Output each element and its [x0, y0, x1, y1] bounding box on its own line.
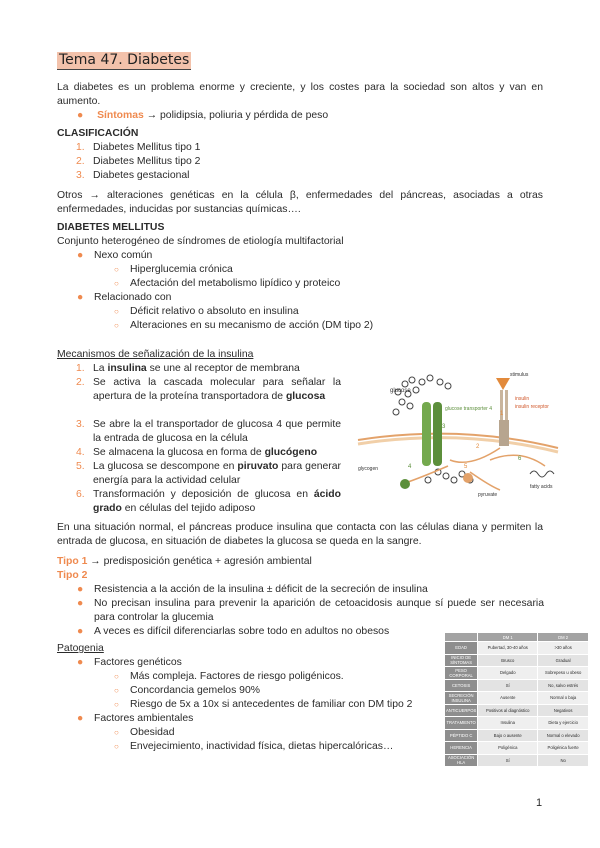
- mecanismo-step-3: Se abre la el transportador de glucosa 4 que permite la entrada de glucosa en la célula: [93, 419, 341, 444]
- list-text: Diabetes Mellitus tipo 1: [93, 142, 201, 153]
- environment-sub-item: [114, 740, 394, 754]
- glycogen-label: glycogen: [358, 466, 379, 472]
- environment-item: [77, 712, 194, 726]
- bullet-icon: ●: [77, 292, 84, 303]
- symptoms-item: [77, 109, 328, 123]
- nexo-item: [77, 249, 153, 263]
- receptor-icon: [499, 420, 509, 446]
- pyruvate-icon: [463, 473, 473, 483]
- table-cell: Delgado: [478, 667, 538, 680]
- list-text: Resistencia a la acción de la insulina ± déficit de la secreción de insulina: [94, 584, 428, 595]
- list-text: Concordancia gemelos 90%: [130, 685, 260, 696]
- step-text: en células del tejido adiposo: [121, 502, 256, 514]
- list-text: Obesidad: [130, 727, 175, 738]
- circle-bullet-icon: ○: [114, 686, 119, 695]
- stimulus-label: stimulus: [510, 372, 529, 378]
- list-text: A veces es difícil diferenciarlas sobre todo en adultos no obesos: [94, 626, 390, 637]
- list-number: 4.: [76, 447, 85, 458]
- list-number: 6.: [76, 489, 85, 500]
- cell-membrane-inner: [358, 438, 558, 452]
- bullet-icon: ●: [77, 110, 84, 121]
- bullet-icon: ●: [77, 584, 84, 595]
- step-number-label: 3: [442, 424, 446, 430]
- step-text: Transformación y deposición de glucosa en: [93, 489, 314, 500]
- table-cell: Sí: [478, 754, 538, 767]
- bullet-icon: ●: [77, 250, 84, 261]
- list-text: No precisan insulina para prevenir la aparición de cetoacidosis aunque sí puede ser necesaria para controlar la glucemia: [94, 598, 544, 623]
- list-text: Afectación del metabolismo lipídico y proteico: [130, 278, 341, 289]
- list-text: Hiperglucemia crónica: [130, 264, 233, 275]
- comparison-table: [444, 632, 589, 767]
- list-number: 3.: [76, 419, 85, 430]
- circle-bullet-icon: ○: [114, 700, 119, 709]
- table-row-label: CETOSIS: [445, 679, 478, 692]
- bullet-icon: ●: [77, 713, 84, 724]
- step-text: Se activa la cascada molecular para señalar la apertura de la proteína transportadora de: [93, 377, 341, 402]
- table-row-label: ANTICUERPOS: [445, 704, 478, 717]
- glucose-label: glucose: [390, 388, 411, 394]
- transporter-icon: [433, 402, 442, 466]
- table-cell: Sí: [478, 679, 538, 692]
- list-number: 2.: [76, 156, 85, 167]
- mecanismo-step-1: [93, 362, 341, 376]
- table-cell: Positivos al diagnóstico: [478, 704, 538, 717]
- mecanismo-step-2: [93, 376, 341, 403]
- table-cell: Insulina: [478, 717, 538, 730]
- genetic-sub-item: [114, 670, 344, 684]
- receptor-label: insulin receptor: [515, 404, 549, 410]
- table-row: [445, 704, 589, 717]
- list-number: 2.: [76, 377, 85, 388]
- table-cell: >30 años: [538, 642, 589, 655]
- table-cell: Sobrepeso u obeso: [538, 667, 589, 680]
- step-text: Se almacena la glucosa en forma de: [93, 447, 265, 458]
- table-row: [445, 717, 589, 730]
- table-cell: No: [538, 754, 589, 767]
- list-text: Factores genéticos: [94, 657, 182, 668]
- table-row-label: EDAD: [445, 642, 478, 655]
- table-header-row: [445, 633, 589, 642]
- genetic-sub-item: [114, 684, 260, 698]
- nexo-sub-item: [114, 277, 341, 291]
- list-text: Nexo común: [94, 250, 153, 261]
- page-number: 1: [536, 797, 543, 809]
- step-number-label: 1: [500, 411, 504, 417]
- step-bold: glucosa: [285, 390, 326, 402]
- list-number: 1.: [76, 363, 85, 374]
- table-cell: Dieta y ejercicio: [538, 717, 589, 730]
- list-text: Riesgo de 5x a 10x si antecedentes de familiar con DM tipo 2: [130, 699, 413, 710]
- list-text: Factores ambientales: [94, 713, 194, 724]
- insulin-signaling-diagram: [350, 368, 565, 503]
- tipo1-label: Tipo 1: [57, 556, 88, 567]
- table-header-cell: DM 1: [478, 633, 538, 642]
- mecanismo-step-4: [93, 446, 341, 460]
- circle-bullet-icon: ○: [114, 672, 119, 681]
- table-cell: Bajo o ausente: [478, 729, 538, 742]
- step-text: para generar energía para la actividad celular: [93, 461, 341, 486]
- list-number: 1.: [76, 142, 85, 153]
- table-cell: Ausente: [478, 692, 538, 705]
- circle-bullet-icon: ○: [114, 279, 119, 288]
- circle-bullet-icon: ○: [114, 728, 119, 737]
- step-bold: ácido grado: [93, 489, 341, 514]
- table-row: [445, 679, 589, 692]
- table-row-label: PÉPTIDO C: [445, 729, 478, 742]
- list-text: Más compleja. Factores de riesgo poligénicos.: [130, 671, 344, 682]
- circle-bullet-icon: ○: [114, 307, 119, 316]
- table-cell: Poligénica fuerte: [538, 742, 589, 755]
- transporter-icon: [422, 402, 431, 466]
- genetic-item: [77, 656, 182, 670]
- bullet-icon: ●: [77, 657, 84, 668]
- table-row: [445, 754, 589, 767]
- list-number: 3.: [76, 170, 85, 181]
- otros-paragraph: Otros → alteraciones genéticas en la célula β, enfermedades del páncreas, asociadas a otras enfermedades, inducidas por sustancias químicas….: [57, 190, 543, 215]
- table-cell: Normal o elevado: [538, 729, 589, 742]
- clasificacion-item: [76, 169, 190, 183]
- list-text: Diabetes gestacional: [93, 170, 190, 181]
- table-cell: Poligénica: [478, 742, 538, 755]
- mecanismo-step-6: [93, 488, 341, 515]
- step-bold: glucógeno: [264, 447, 318, 458]
- bullet-icon: ●: [77, 626, 84, 637]
- table-header-cell: DM 2: [538, 633, 589, 642]
- table-row: [445, 692, 589, 705]
- clasificacion-item: [76, 141, 201, 155]
- table-row-label: TRATAMIENTO: [445, 717, 478, 730]
- step-bold: insulina: [107, 363, 147, 374]
- step-number-label: 6: [518, 456, 522, 462]
- tipo2-label: Tipo 2: [57, 570, 88, 581]
- list-text: Déficit relativo o absoluto en insulina: [130, 306, 299, 317]
- step-bold: piruvato: [237, 461, 279, 472]
- table-cell: Normal o baja: [538, 692, 589, 705]
- tipo2-item: [77, 583, 83, 597]
- genetic-sub-item: [114, 698, 413, 712]
- step-text: La: [93, 363, 108, 374]
- patogenia-heading: Patogenia: [57, 643, 104, 654]
- tipo1-text: → predisposición genética + agresión ambiental: [87, 556, 312, 567]
- environment-sub-item: [114, 726, 175, 740]
- rel-sub-item: [114, 305, 299, 319]
- rel-item: [77, 291, 172, 305]
- tipo2-item: [77, 597, 83, 611]
- table-row: [445, 667, 589, 680]
- list-text: Alteraciones en su mecanismo de acción (DM tipo 2): [130, 320, 374, 331]
- dm-definition: Conjunto heterogéneo de síndromes de etiología multifactorial: [57, 236, 344, 247]
- circle-bullet-icon: ○: [114, 321, 119, 330]
- table-row: [445, 642, 589, 655]
- circle-bullet-icon: ○: [114, 265, 119, 274]
- table-row-label: SECRECIÓN INSULINA: [445, 692, 478, 705]
- table-row-label: ASOCIACIÓN HLA: [445, 754, 478, 767]
- symptoms-text: → polidipsia, poliuria y pérdida de peso: [143, 110, 329, 121]
- step-number-label: 5: [464, 464, 468, 470]
- bullet-icon: ●: [77, 598, 84, 609]
- step-number-label: 2: [476, 444, 480, 450]
- insulin-icon: [496, 378, 510, 390]
- page-title: Tema 47. Diabetes: [59, 52, 190, 68]
- insulin-label: insulin: [515, 396, 530, 402]
- normal-paragraph: En una situación normal, el páncreas produce insulina que contacta con las células diana y permiten la entrada de glucosa, en situación de diabetes la glucosa se queda en la sangre.: [57, 522, 543, 547]
- tipo1-line: [57, 555, 312, 569]
- mecanismo-step-5: [93, 460, 341, 487]
- step-text: se une al receptor de membrana: [146, 363, 300, 374]
- list-text: Envejecimiento, inactividad física, dietas hipercalóricas…: [130, 741, 394, 752]
- table-row: [445, 742, 589, 755]
- arrow-icon: [450, 448, 500, 462]
- glycogen-icon: [400, 479, 410, 489]
- arrow-icon: [470, 472, 500, 490]
- symptoms-label: Síntomas: [97, 110, 144, 121]
- circle-bullet-icon: ○: [114, 742, 119, 751]
- step-text: La glucosa se descompone en: [93, 461, 238, 472]
- table-row: [445, 654, 589, 667]
- list-text: Relacionado con: [94, 292, 172, 303]
- fatty-acids-icon: [530, 471, 554, 477]
- table-row: [445, 729, 589, 742]
- dm-heading: DIABETES MELLITUS: [57, 222, 165, 233]
- list-text: Diabetes Mellitus tipo 2: [93, 156, 201, 167]
- intro-paragraph: La diabetes es un problema enorme y creciente, y los costes para la sociedad son altos y van en aumento.: [57, 82, 543, 107]
- table-cell: No, salvo estrés: [538, 679, 589, 692]
- receptor-icon: [505, 390, 508, 420]
- tipo2-item: [77, 625, 83, 639]
- table-row-label: PESO CORPORAL: [445, 667, 478, 680]
- step-number-label: 4: [408, 464, 412, 470]
- pyruvate-label: pyruvate: [478, 492, 498, 498]
- table-cell: Negativos: [538, 704, 589, 717]
- table-row-label: INICIO DE SÍNTOMAS: [445, 654, 478, 667]
- table-header-cell: [445, 633, 478, 642]
- transporter-label: glucose transporter 4: [445, 406, 492, 412]
- list-number: 5.: [76, 461, 85, 472]
- table-row-label: HERENCIA: [445, 742, 478, 755]
- clasificacion-item: [76, 155, 201, 169]
- nexo-sub-item: [114, 263, 233, 277]
- arrow-icon: [405, 466, 448, 483]
- clasificacion-heading: CLASIFICACIÓN: [57, 128, 139, 139]
- table-cell: Gradual: [538, 654, 589, 667]
- table-cell: Pubertad, 30-40 años: [478, 642, 538, 655]
- rel-sub-item: [114, 319, 374, 333]
- table-cell: Brusco: [478, 654, 538, 667]
- mecanismos-heading: Mecanismos de señalización de la insulina: [57, 349, 254, 360]
- fatty-acids-label: fatty acids: [530, 484, 553, 490]
